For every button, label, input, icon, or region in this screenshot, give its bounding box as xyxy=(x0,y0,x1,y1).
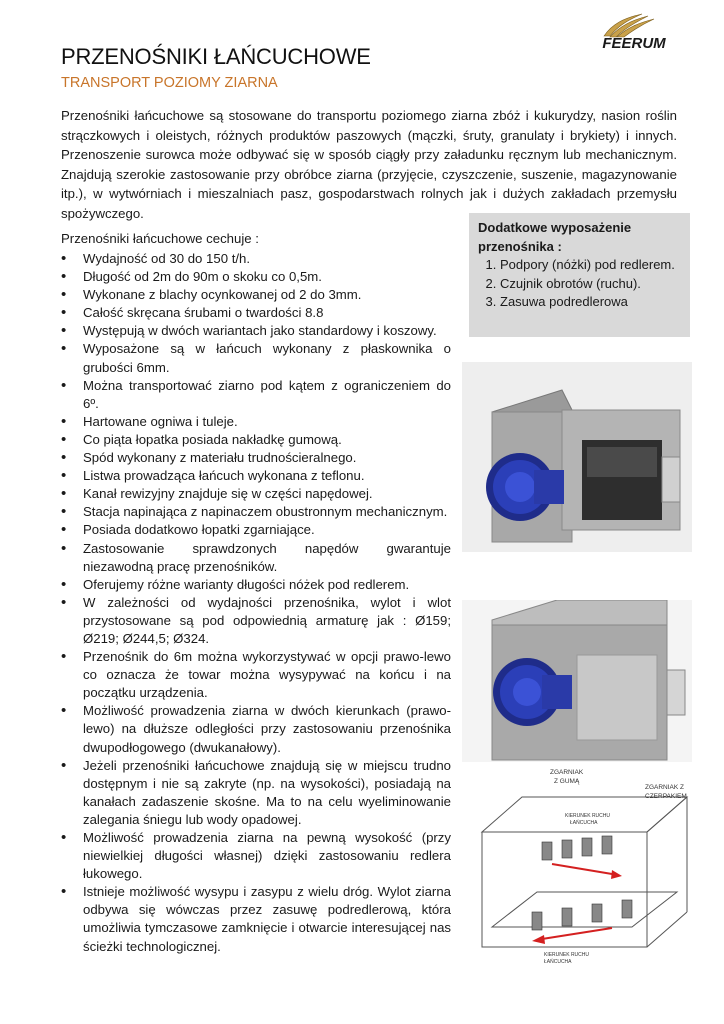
list-item: • Hartowane ogniwa i tuleje. xyxy=(61,413,451,431)
page-title: PRZENOŚNIKI ŁAŃCUCHOWE xyxy=(61,44,371,69)
list-item: • Przenośnik do 6m można wykorzystywać w opcji prawo-lewo co oznacza że towar można wysypywać na końcu i na początku urządzenia. xyxy=(61,648,451,702)
list-item: • W zależności od wydajności przenośnika, wylot i wlot przystosowane są pod odpowiednią armaturę jak : Ø159; Ø219; Ø244,5; Ø324. xyxy=(61,594,451,648)
equipment-box xyxy=(469,213,690,337)
label-direction-top-1: KIERUNEK RUCHU xyxy=(565,813,611,819)
list-item: • Długość od 2m do 90m o skoku co 0,5m. xyxy=(61,268,451,286)
label-direction-top-2: ŁAŃCUCHA xyxy=(570,820,598,826)
logo-text: FEERUM xyxy=(602,35,666,52)
list-item: • Jeżeli przenośniki łańcuchowe znajdują się w miejscu trudno dostępnym i nie są zakryte (np. na wysokości), posiadają na kanałach zadaszenie skośne. Ma to na celu wyeliminowanie zalegania śniegu lub wody opadowej. xyxy=(61,757,451,829)
features-list xyxy=(61,250,451,956)
feerum-logo xyxy=(584,10,684,52)
drive-station-image-2 xyxy=(462,600,692,762)
list-item: • Listwa prowadząca łańcuch wykonana z teflonu. xyxy=(61,467,451,485)
chain-diagram xyxy=(462,762,694,967)
list-item: • Możliwość prowadzenia ziarna w dwóch kierunkach (prawo-lewo) na dłuższe odległości przy zastosowaniu przenośnika dwupodłogowego (dwukanałowy). xyxy=(61,702,451,756)
drive-station-image xyxy=(462,362,692,552)
list-item: • Całość skręcana śrubami o twardości 8.8 xyxy=(61,304,451,322)
list-item: • Możliwość prowadzenia ziarna na pewną wysokość (przy niewielkiej długości własnej) dzięki zastosowaniu redlera łukowego. xyxy=(61,829,451,883)
list-item: • Kanał rewizyjny znajduje się w części napędowej. xyxy=(61,485,451,503)
wheat-icon xyxy=(604,14,654,37)
list-item: • Zastosowanie sprawdzonych napędów gwarantuje niezawodną pracę przenośników. xyxy=(61,540,451,576)
list-item: 2. Czujnik obrotów (ruchu). xyxy=(500,275,681,294)
list-item: • Można transportować ziarno pod kątem z ograniczeniem do 6º. xyxy=(61,377,451,413)
list-item: • Wydajność od 30 do 150 t/h. xyxy=(61,250,451,268)
intro-paragraph: Przenośniki łańcuchowe są stosowane do transportu poziomego ziarna zbóż i kukurydzy, nasion roślin strączkowych i oleistych, różnych produktów paszowych (mączki, śruty, granulaty i brykiety) i innych. Przenoszenie surowca może odbywać się w sposób ciągły przy załadunku ręcznym lub mechanicznym. Znajdują szerokie zastosowanie przy obróbce ziarna (przyjęcie, czyszczenie, suszenie, magazynowanie itp.), w wytwórniach i mieszalniach pasz, gospodarstwach rolnych jak i dużych zakładach przemysłu spożywczego. xyxy=(61,108,677,221)
label-bucket-scraper-1: ZGARNIAK Z xyxy=(645,784,685,791)
page-subtitle: TRANSPORT POZIOMY ZIARNA xyxy=(61,75,278,91)
features-lead: Przenośniki łańcuchowe cechuje : xyxy=(61,231,259,246)
label-bucket-scraper-2: CZERPAKIEM xyxy=(645,793,687,800)
label-rubber-scraper-1: ZGARNIAK xyxy=(550,769,584,776)
label-direction-bottom-1: KIERUNEK RUCHU xyxy=(544,952,590,958)
label-direction-bottom-2: ŁAŃCUCHA xyxy=(544,959,572,965)
list-item: • Oferujemy różne warianty długości nóżek pod redlerem. xyxy=(61,576,451,594)
list-item: • Spód wykonany z materiału trudnościeralnego. xyxy=(61,449,451,467)
list-item: • Wyposażone są w łańcuch wykonany z płaskownika o grubości 6mm. xyxy=(61,340,451,376)
list-item: 3. Zasuwa podredlerowa xyxy=(500,293,681,312)
list-item: • Wykonane z blachy ocynkowanej od 2 do 3mm. xyxy=(61,286,451,304)
list-item: • Występują w dwóch wariantach jako standardowy i koszowy. xyxy=(61,322,451,340)
equipment-list xyxy=(478,256,681,312)
list-item: • Istnieje możliwość wysypu i zasypu z wielu dróg. Wylot ziarna odbywa się wówczas przez zasuwę podredlerową, która umożliwia tymczasowe zamknięcie i otwarcie interesującej nas ścieżki technologicznej. xyxy=(61,883,451,955)
list-item: • Stacja napinająca z napinaczem obustronnym mechanicznym. xyxy=(61,503,451,521)
label-rubber-scraper-2: Z GUMĄ xyxy=(554,778,580,785)
list-item: 1. Podpory (nóżki) pod redlerem. xyxy=(500,256,681,275)
equipment-title: Dodatkowe wyposażenie przenośnika : xyxy=(478,220,632,254)
list-item: • Posiada dodatkowo łopatki zgarniające. xyxy=(61,521,451,539)
list-item: • Co piąta łopatka posiada nakładkę gumową. xyxy=(61,431,451,449)
